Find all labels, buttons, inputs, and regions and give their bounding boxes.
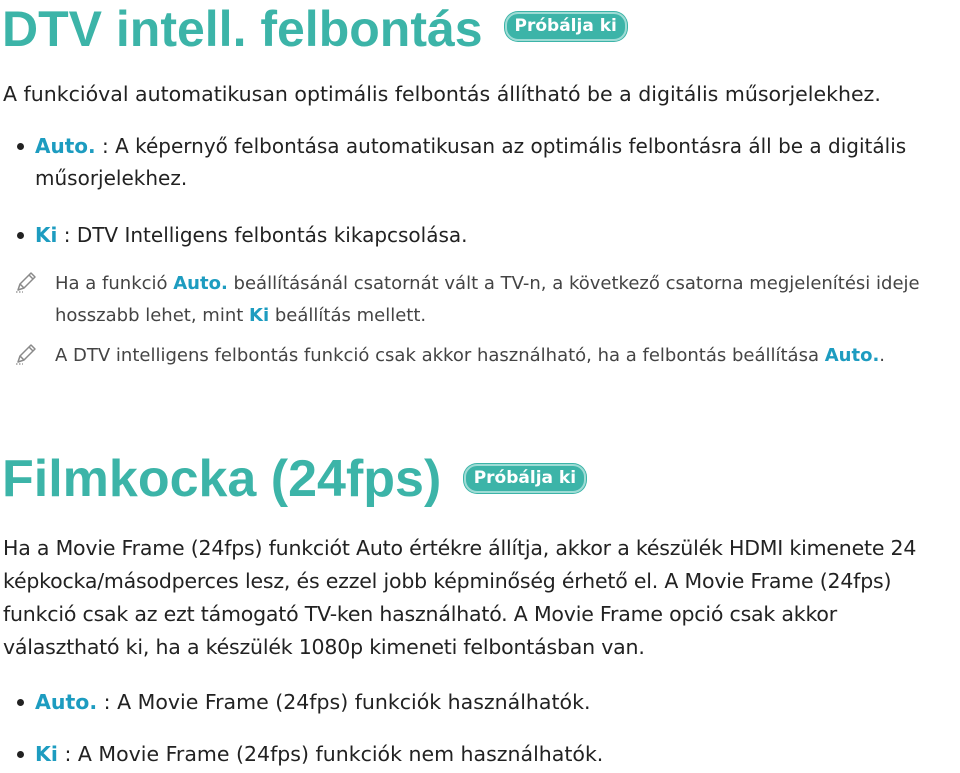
keyword-ki: Ki — [35, 223, 58, 247]
try-it-badge[interactable]: Próbálja ki — [464, 464, 586, 493]
note-2: A DTV intelligens felbontás funkció csak akkor használható, ha a felbontás beállítása Auto.. — [14, 340, 958, 372]
section2-title: Filmkocka (24fps) — [2, 450, 442, 508]
bullet-dot — [17, 232, 24, 239]
pencil-note-icon — [14, 270, 38, 294]
list-item-auto: Auto. : A Movie Frame (24fps) funkciók használhatók. — [17, 686, 947, 718]
keyword-ki: Ki — [35, 742, 58, 766]
note-1: Ha a funkció Auto. beállításánál csatornát vált a TV-n, a következő csatorna megjelenítési ideje hosszabb lehet, mint Ki beállítás mellett. — [14, 268, 958, 332]
pencil-note-icon — [14, 342, 38, 366]
list-item-ki: Ki : DTV Intelligens felbontás kikapcsolása. — [17, 219, 947, 251]
keyword-auto: Auto. — [173, 273, 228, 294]
list-item-auto: Auto. : A képernyő felbontása automatikusan az optimális felbontásra áll be a digitális műsorjelekhez. — [17, 130, 947, 194]
bullet-description: A Movie Frame (24fps) funkciók nem használhatók. — [77, 742, 604, 766]
keyword-auto: Auto. — [824, 345, 880, 366]
keyword-ki: Ki — [249, 305, 270, 326]
keyword-auto: Auto. — [35, 690, 98, 714]
keyword-auto: Auto. — [35, 134, 96, 158]
bullet-description: DTV Intelligens felbontás kikapcsolása. — [76, 223, 468, 247]
section1-intro: A funkcióval automatikusan optimális felbontás állítható be a digitális műsorjelekhez. — [3, 82, 881, 106]
section2-intro: Ha a Movie Frame (24fps) funkciót Auto értékre állítja, akkor a készülék HDMI kimenete 24 képkocka/másodperces lesz, és ezzel jobb képminőség érhető el. A Movie Frame (24fps) funkció csak az ezt támogató TV-ken használható. A Movie Frame opció csak akkor választható ki, ha a készülék 1080p kimeneti felbontásban van. — [3, 536, 917, 659]
bullet-dot — [17, 143, 24, 150]
bullet-dot — [17, 699, 24, 706]
section1-heading — [2, 1, 627, 57]
try-it-badge[interactable]: Próbálja ki — [505, 12, 627, 41]
bullet-dot — [17, 751, 24, 758]
section2-heading — [2, 450, 586, 508]
list-item-ki: Ki : A Movie Frame (24fps) funkciók nem használhatók. — [17, 738, 947, 770]
section1-title: DTV intell. felbontás — [2, 1, 483, 57]
bullet-description: A képernyő felbontása automatikusan az optimális felbontásra áll be a digitális műsorjelekhez. — [35, 134, 907, 190]
bullet-description: A Movie Frame (24fps) funkciók használhatók. — [117, 690, 591, 714]
